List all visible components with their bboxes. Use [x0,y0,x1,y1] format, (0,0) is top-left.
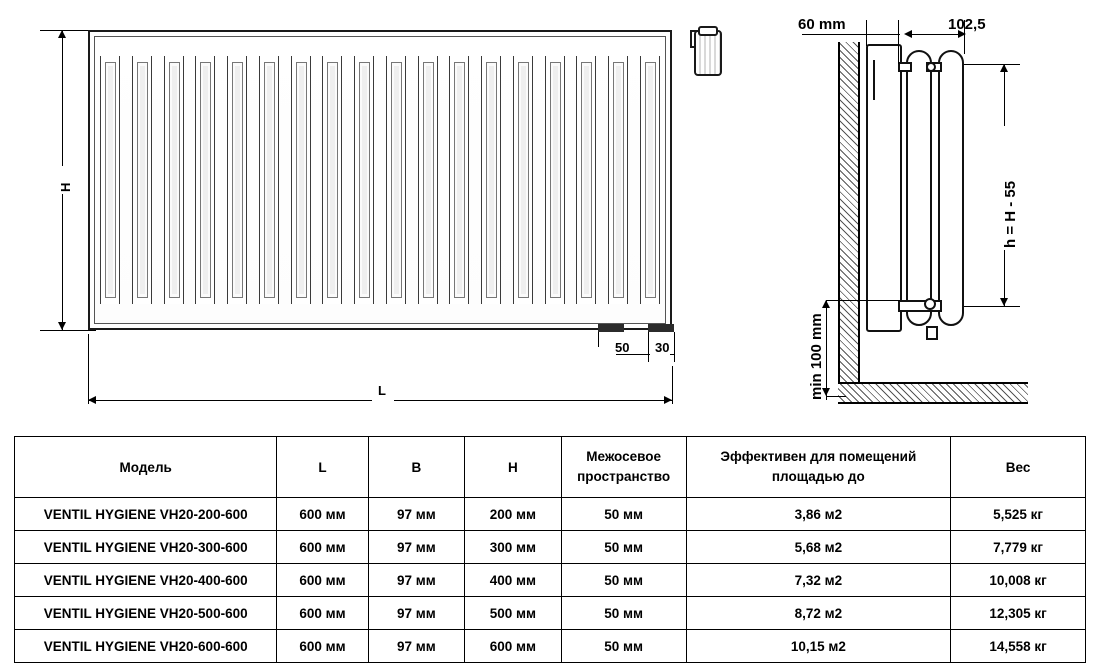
table-row [15,597,1086,630]
top-mount-circle [926,62,936,72]
ext-line-bottom [40,330,96,331]
dim-1025-line [906,34,964,35]
fin [418,56,438,304]
header-weight: Вес [951,437,1086,498]
bottom-connection-right [648,324,674,332]
cell-spacing: 50 мм [561,630,686,663]
table-row [15,630,1086,663]
cell-weight: 7,779 кг [951,531,1086,564]
cell-weight: 12,305 кг [951,597,1086,630]
air-vent-line [873,60,875,100]
table-row [15,531,1086,564]
inner-height-label: h = H - 55 [1002,180,1019,248]
fin [227,56,247,304]
min100-dim-line [826,300,827,400]
fin [640,56,660,304]
header-area [686,437,951,498]
valve-cap [698,26,718,36]
header-model: Модель [15,437,277,498]
height-arrow-top [58,30,66,38]
fin [513,56,533,304]
fin [195,56,215,304]
bottom-mount-circle [924,298,936,310]
header-l: L [277,437,368,498]
cell-h: 300 мм [465,531,562,564]
header-spacing-line1: Межосевое [586,449,662,465]
fin [164,56,184,304]
height-label: H [58,182,73,192]
cell-weight: 14,558 кг [951,630,1086,663]
fin [259,56,279,304]
specification-table [14,436,1086,663]
dimension-30-label: 30 [655,340,670,355]
cell-area: 8,72 м2 [686,597,951,630]
side-panel-1 [906,50,932,326]
cell-spacing: 50 мм [561,531,686,564]
h-dim-arrow-top [1000,64,1008,72]
min100-ext-top [826,300,900,301]
cell-h: 200 мм [465,498,562,531]
header-h: H [465,437,562,498]
width-label-1025: 102,5 [948,16,986,33]
dim30-ext-right [674,332,675,362]
depth-label-60mm: 60 mm [798,16,846,33]
cell-h: 400 мм [465,564,562,597]
cell-l: 600 мм [277,597,368,630]
header-b: B [368,437,464,498]
min100-ext-bottom [826,396,846,397]
thermostatic-valve-head [694,30,722,76]
bottom-connection-left [598,324,624,332]
fin [354,56,374,304]
cell-b: 97 мм [368,498,464,531]
height-arrow-bottom [58,322,66,330]
cell-model: VENTIL HYGIENE VH20-600-600 [15,630,277,663]
cell-model: VENTIL HYGIENE VH20-200-600 [15,498,277,531]
table-header-row [15,437,1086,498]
cell-l: 600 мм [277,630,368,663]
length-ext-right [672,366,673,404]
cell-b: 97 мм [368,597,464,630]
h-dim-ext-bottom [964,306,1020,307]
header-spacing [561,437,686,498]
length-arrow-left [88,396,96,404]
dim-60-line [802,34,900,35]
cell-h: 600 мм [465,630,562,663]
dimension-50-label: 50 [615,340,630,355]
fin [291,56,311,304]
side-profile-casing [866,44,902,332]
cell-weight: 5,525 кг [951,498,1086,531]
h-dim-ext-top [964,64,1020,65]
length-ext-left [88,334,89,404]
floor-clearance-label: min 100 mm [808,313,825,400]
front-view-drawing [0,0,720,430]
cell-area: 3,86 м2 [686,498,951,531]
cell-l: 600 мм [277,564,368,597]
fin [608,56,628,304]
cell-h: 500 мм [465,597,562,630]
wall-hatch [838,42,860,382]
fin [481,56,501,304]
fin [322,56,342,304]
dim50-ext-right [648,332,649,362]
length-arrow-right [664,396,672,404]
dim-1025-arrow-left [904,30,912,38]
cell-spacing: 50 мм [561,564,686,597]
radiator-fins [100,56,660,304]
cell-model: VENTIL HYGIENE VH20-400-600 [15,564,277,597]
fin [132,56,152,304]
cell-b: 97 мм [368,564,464,597]
cell-l: 600 мм [277,498,368,531]
bottom-valve-spigot [926,326,938,340]
dim-60-ext-inner [898,20,899,64]
dim50-gap [596,347,616,363]
fin [100,56,120,304]
cell-model: VENTIL HYGIENE VH20-300-600 [15,531,277,564]
fin [545,56,565,304]
header-area-line1: Эффективен для помещений [720,449,917,465]
min100-arrow-top [822,300,830,308]
fin [386,56,406,304]
cell-l: 600 мм [277,531,368,564]
cell-area: 7,32 м2 [686,564,951,597]
h-dim-arrow-bottom [1000,298,1008,306]
table-row [15,498,1086,531]
cell-b: 97 мм [368,630,464,663]
cell-area: 10,15 м2 [686,630,951,663]
fin [449,56,469,304]
header-spacing-line2: пространство [577,469,671,484]
cell-model: VENTIL HYGIENE VH20-500-600 [15,597,277,630]
cell-area: 5,68 м2 [686,531,951,564]
cell-spacing: 50 мм [561,498,686,531]
top-bracket-left [898,62,912,72]
header-area-line2: площадью до [771,469,865,484]
table-row [15,564,1086,597]
side-view-drawing [740,0,1100,430]
cell-spacing: 50 мм [561,597,686,630]
length-label: L [378,383,386,398]
cell-b: 97 мм [368,531,464,564]
floor-hatch [838,382,1028,404]
fin [576,56,596,304]
side-panel-2 [938,50,964,326]
cell-weight: 10,008 кг [951,564,1086,597]
dim-60-ext-right [866,20,867,46]
